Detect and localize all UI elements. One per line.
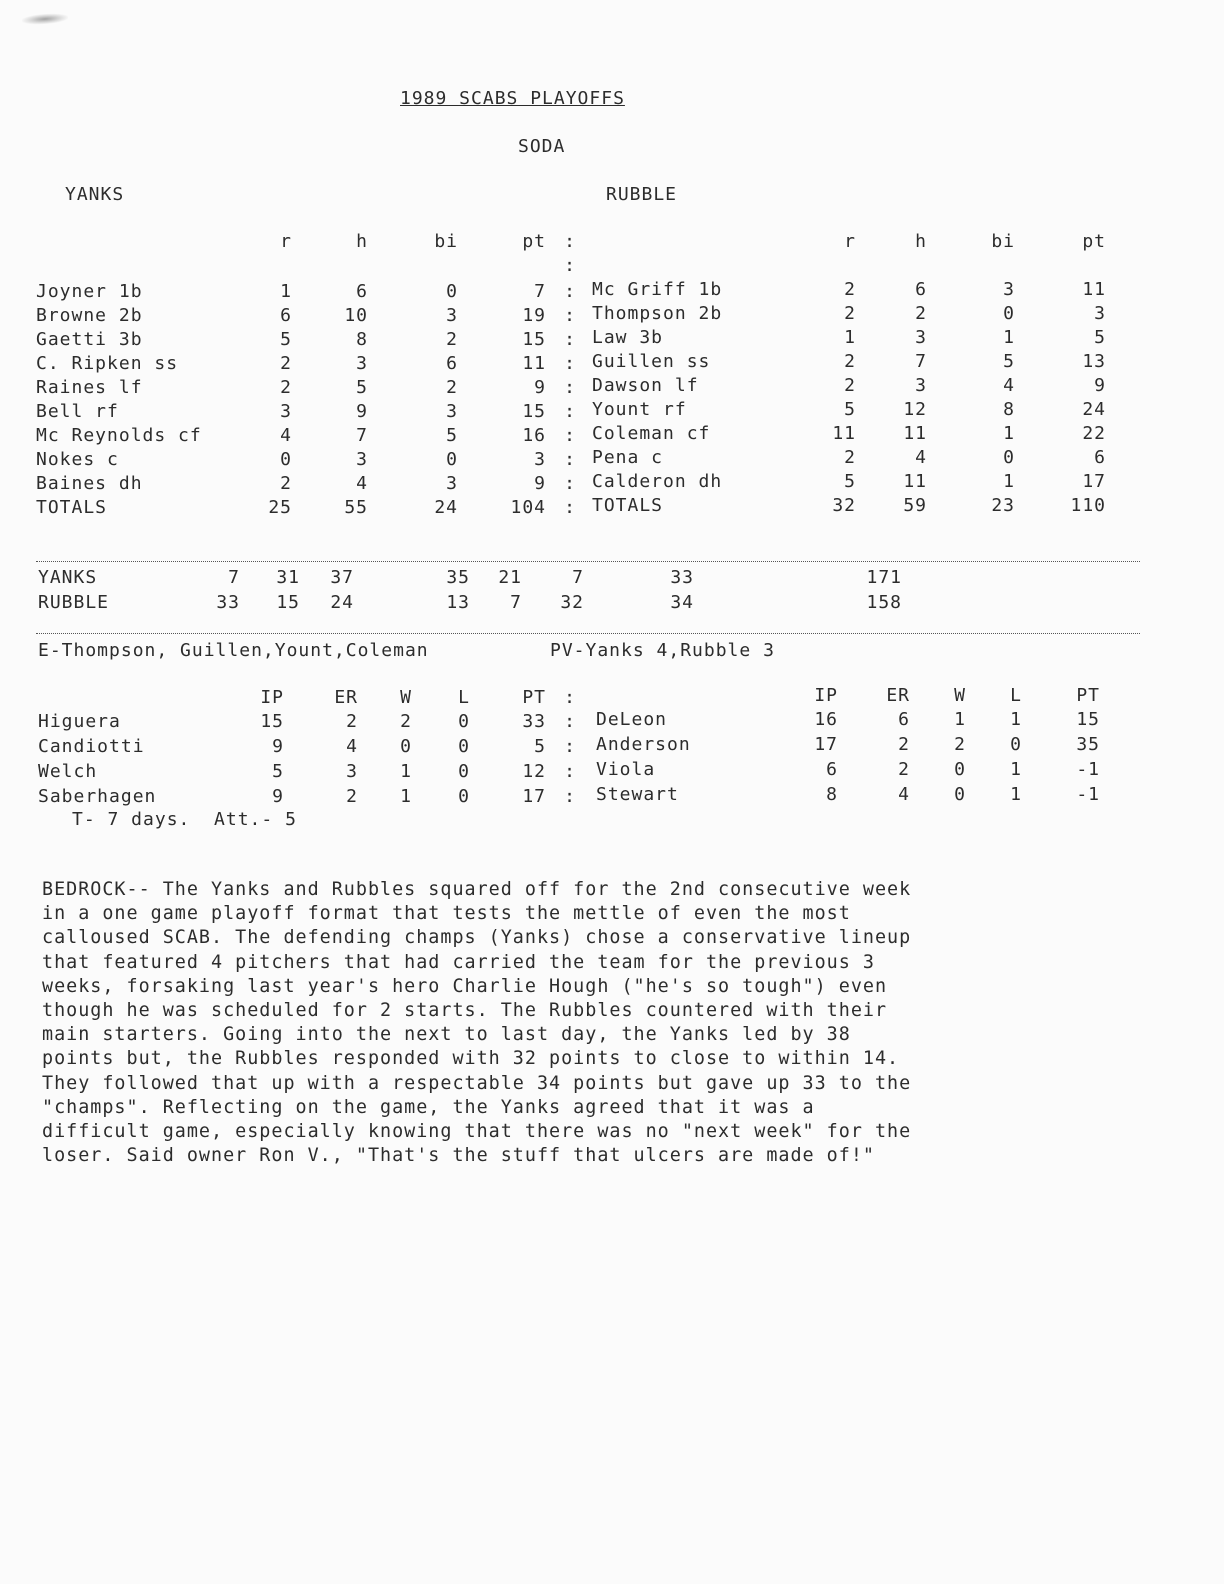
linescore-total: 158 — [866, 592, 902, 613]
batting-right-stat: 1 — [1003, 327, 1015, 348]
pitching-left-name: Welch — [38, 761, 98, 782]
batting-right-stat: 5 — [1094, 327, 1106, 348]
batting-left-stat: 4 — [356, 473, 368, 494]
batting-left-stat: 6 — [446, 353, 458, 374]
batting-right-stat: 110 — [1070, 495, 1106, 516]
linescore-team-name: YANKS — [38, 567, 98, 588]
batting-right-stat: 6 — [915, 279, 927, 300]
linescore-day-score: 7 — [510, 592, 522, 613]
batting-right-stat: 2 — [844, 351, 856, 372]
batting-right-stat: 23 — [991, 495, 1015, 516]
pitching-right-stat: 1 — [1010, 759, 1022, 780]
pitching-left-stat: 0 — [400, 736, 412, 757]
batting-left-stat: 0 — [446, 449, 458, 470]
batting-left-stat: 2 — [280, 473, 292, 494]
batting-left-stat: 2 — [280, 377, 292, 398]
batting-right-stat: 5 — [1003, 351, 1015, 372]
batting-left-stat: 5 — [356, 377, 368, 398]
batting-right-player-name: Calderon dh — [592, 471, 723, 492]
column-separator: : — [564, 736, 576, 757]
batting-right-stat: 3 — [915, 327, 927, 348]
pitching-right-stat: 6 — [826, 759, 838, 780]
batting-left-stat: 3 — [356, 353, 368, 374]
batting-right-stat: 2 — [915, 303, 927, 324]
pitching-left-stat: 4 — [346, 736, 358, 757]
column-separator: : — [564, 786, 576, 807]
batting-left-player-name: Gaetti 3b — [36, 329, 143, 350]
article-line: weeks, forsaking last year's hero Charlie Hough ("he's so tough") even — [42, 975, 888, 997]
batting-left-col-header: r — [280, 231, 292, 252]
pitching-left-stat: 5 — [534, 736, 546, 757]
batting-right-stat: 1 — [844, 327, 856, 348]
batting-left-stat: 2 — [280, 353, 292, 374]
batting-left-stat: 3 — [446, 305, 458, 326]
batting-right-stat: 1 — [1003, 423, 1015, 444]
pitching-right-col-header: IP — [814, 685, 838, 706]
batting-left-player-name: Baines dh — [36, 473, 143, 494]
batting-left-player-name: Nokes c — [36, 449, 119, 470]
team-left-heading: YANKS — [65, 184, 125, 205]
batting-right-stat: 11 — [903, 423, 927, 444]
column-separator: : — [564, 377, 576, 398]
batting-left-stat: 19 — [522, 305, 546, 326]
linescore-day-score: 13 — [446, 592, 470, 613]
linescore-total: 171 — [866, 567, 902, 588]
batting-right-stat: 22 — [1082, 423, 1106, 444]
linescore-day-score: 24 — [330, 592, 354, 613]
batting-left-stat: 2 — [446, 377, 458, 398]
column-separator: : — [564, 425, 576, 446]
pitching-left-stat: 9 — [272, 736, 284, 757]
batting-left-stat: 16 — [522, 425, 546, 446]
batting-left-stat: 11 — [522, 353, 546, 374]
pitching-left-name: Higuera — [38, 711, 121, 732]
linescore-day-score: 15 — [276, 592, 300, 613]
batting-right-stat: 0 — [1003, 303, 1015, 324]
batting-right-player-name: Pena c — [592, 447, 664, 468]
batting-left-stat: 3 — [356, 449, 368, 470]
pitching-right-stat: 17 — [814, 734, 838, 755]
column-separator: : — [564, 687, 576, 708]
batting-left-col-header: h — [356, 231, 368, 252]
column-separator: : — [564, 231, 576, 252]
batting-right-player-name: Mc Griff 1b — [592, 279, 723, 300]
pitching-right-stat: 2 — [954, 734, 966, 755]
column-separator: : — [564, 711, 576, 732]
batting-left-stat: 104 — [510, 497, 546, 518]
batting-right-player-name: Yount rf — [592, 399, 687, 420]
batting-right-stat: 2 — [844, 447, 856, 468]
batting-right-stat: 24 — [1082, 399, 1106, 420]
linescore-team-name: RUBBLE — [38, 592, 110, 613]
batting-left-player-name: Raines lf — [36, 377, 143, 398]
article-line: loser. Said owner Ron V., "That's the stuff that ulcers are made of!" — [42, 1145, 875, 1167]
column-separator: : — [564, 353, 576, 374]
linescore-day-score: 31 — [276, 567, 300, 588]
batting-left-player-name: TOTALS — [36, 497, 108, 518]
linescore-day-score: 7 — [228, 567, 240, 588]
batting-left-player-name: Joyner 1b — [36, 281, 143, 302]
article-line: "champs". Reflecting on the game, the Yanks agreed that it was a — [42, 1096, 815, 1118]
batting-right-stat: 5 — [844, 399, 856, 420]
pitching-right-stat: 4 — [898, 784, 910, 805]
game-footer: T- 7 days. Att.- 5 — [72, 809, 297, 830]
column-separator: : — [564, 255, 576, 276]
batting-right-player-name: TOTALS — [592, 495, 664, 516]
batting-left-stat: 3 — [446, 473, 458, 494]
batting-right-stat: 4 — [915, 447, 927, 468]
column-separator: : — [564, 497, 576, 518]
pitching-right-col-header: ER — [886, 685, 910, 706]
column-separator: : — [564, 401, 576, 422]
batting-right-stat: 8 — [1003, 399, 1015, 420]
linescore-day-score: 34 — [670, 592, 694, 613]
column-separator: : — [564, 449, 576, 470]
pitching-left-stat: 5 — [272, 761, 284, 782]
article-line: that featured 4 pitchers that had carried the team for the previous 3 — [42, 951, 875, 973]
batting-right-stat: 11 — [903, 471, 927, 492]
batting-right-stat: 11 — [1082, 279, 1106, 300]
pitching-right-col-header: W — [954, 685, 966, 706]
divider-top — [36, 561, 1140, 562]
column-separator: : — [564, 281, 576, 302]
batting-right-stat: 2 — [844, 279, 856, 300]
article-line: though he was scheduled for 2 starts. The Rubbles countered with their — [42, 1000, 888, 1022]
batting-right-stat: 17 — [1082, 471, 1106, 492]
pitching-right-stat: 1 — [1010, 784, 1022, 805]
batting-left-player-name: C. Ripken ss — [36, 353, 179, 374]
pitching-left-col-header: W — [400, 687, 412, 708]
batting-right-player-name: Guillen ss — [592, 351, 711, 372]
batting-left-stat: 8 — [356, 329, 368, 350]
batting-right-stat: 2 — [844, 375, 856, 396]
batting-right-player-name: Dawson lf — [592, 375, 699, 396]
batting-left-stat: 25 — [268, 497, 292, 518]
pitching-right-stat: 16 — [814, 709, 838, 730]
batting-right-stat: 3 — [1094, 303, 1106, 324]
batting-right-col-header: bi — [991, 231, 1015, 252]
batting-left-stat: 10 — [344, 305, 368, 326]
article-line: main starters. Going into the next to last day, the Yanks led by 38 — [42, 1024, 851, 1046]
errors-note: E-Thompson, Guillen,Yount,Coleman — [38, 640, 429, 661]
pitching-right-stat: 1 — [1010, 709, 1022, 730]
pitching-right-stat: 35 — [1076, 734, 1100, 755]
pitching-left-stat: 1 — [400, 761, 412, 782]
pitching-right-name: Anderson — [596, 734, 691, 755]
pitching-left-stat: 0 — [458, 786, 470, 807]
batting-left-stat: 7 — [356, 425, 368, 446]
pitching-right-stat: -1 — [1076, 759, 1100, 780]
pitching-right-stat: 1 — [954, 709, 966, 730]
pitching-right-stat: 0 — [1010, 734, 1022, 755]
pitching-left-stat: 1 — [400, 786, 412, 807]
pitching-left-stat: 3 — [346, 761, 358, 782]
batting-right-stat: 32 — [832, 495, 856, 516]
pitching-left-col-header: PT — [522, 687, 546, 708]
pitching-right-name: DeLeon — [596, 709, 668, 730]
article-line: in a one game playoff format that tests the mettle of even the most — [42, 903, 851, 925]
pitching-left-stat: 9 — [272, 786, 284, 807]
batting-left-stat: 3 — [280, 401, 292, 422]
linescore-day-score: 33 — [216, 592, 240, 613]
batting-left-stat: 3 — [534, 449, 546, 470]
pitching-right-stat: 15 — [1076, 709, 1100, 730]
batting-left-stat: 9 — [356, 401, 368, 422]
batting-left-stat: 1 — [280, 281, 292, 302]
pitching-left-col-header: L — [458, 687, 470, 708]
pitching-right-stat: 2 — [898, 759, 910, 780]
pitching-left-stat: 2 — [400, 711, 412, 732]
article-body — [42, 878, 1162, 1168]
batting-right-stat: 2 — [844, 303, 856, 324]
batting-left-stat: 24 — [434, 497, 458, 518]
pitching-right-stat: 0 — [954, 784, 966, 805]
pitching-left-stat: 0 — [458, 711, 470, 732]
article-line: calloused SCAB. The defending champs (Yanks) chose a conservative lineup — [42, 927, 912, 949]
batting-left-stat: 5 — [280, 329, 292, 350]
batting-right-col-header: pt — [1082, 231, 1106, 252]
batting-right-stat: 1 — [1003, 471, 1015, 492]
pitching-left-stat: 33 — [522, 711, 546, 732]
batting-left-col-header: pt — [522, 231, 546, 252]
batting-left-stat: 15 — [522, 401, 546, 422]
batting-right-stat: 5 — [844, 471, 856, 492]
batting-right-stat: 0 — [1003, 447, 1015, 468]
batting-right-stat: 13 — [1082, 351, 1106, 372]
batting-left-stat: 5 — [446, 425, 458, 446]
linescore-day-score: 21 — [498, 567, 522, 588]
pitching-right-stat: -1 — [1076, 784, 1100, 805]
batting-left-stat: 9 — [534, 377, 546, 398]
batting-right-stat: 6 — [1094, 447, 1106, 468]
pitching-left-col-header: IP — [260, 687, 284, 708]
article-line: BEDROCK-- The Yanks and Rubbles squared off for the 2nd consecutive week — [42, 879, 912, 900]
pitching-left-stat: 2 — [346, 711, 358, 732]
column-separator: : — [564, 305, 576, 326]
batting-right-player-name: Thompson 2b — [592, 303, 723, 324]
batting-left-stat: 2 — [446, 329, 458, 350]
batting-right-stat: 3 — [915, 375, 927, 396]
article-line: difficult game, especially knowing that there was no "next week" for the — [42, 1121, 912, 1143]
paper-smudge — [22, 12, 69, 25]
pitching-right-stat: 2 — [898, 734, 910, 755]
batting-right-col-header: h — [915, 231, 927, 252]
linescore-day-score: 35 — [446, 567, 470, 588]
batting-right-stat: 3 — [1003, 279, 1015, 300]
pitching-right-stat: 0 — [954, 759, 966, 780]
batting-left-stat: 7 — [534, 281, 546, 302]
pitching-right-stat: 8 — [826, 784, 838, 805]
team-right-heading: RUBBLE — [606, 184, 678, 205]
linescore-day-score: 33 — [670, 567, 694, 588]
page-title: 1989 SCABS PLAYOFFS — [400, 88, 625, 109]
batting-right-stat: 11 — [832, 423, 856, 444]
page-subtitle: SODA — [518, 136, 566, 157]
batting-left-stat: 55 — [344, 497, 368, 518]
batting-right-stat: 59 — [903, 495, 927, 516]
divider-bottom — [36, 633, 1140, 634]
batting-right-stat: 7 — [915, 351, 927, 372]
column-separator: : — [564, 473, 576, 494]
batting-right-stat: 4 — [1003, 375, 1015, 396]
pitching-right-name: Viola — [596, 759, 656, 780]
batting-left-player-name: Browne 2b — [36, 305, 143, 326]
pitching-left-stat: 2 — [346, 786, 358, 807]
pitching-left-stat: 0 — [458, 736, 470, 757]
batting-left-stat: 0 — [280, 449, 292, 470]
linescore-day-score: 32 — [560, 592, 584, 613]
column-separator: : — [564, 761, 576, 782]
batting-right-col-header: r — [844, 231, 856, 252]
pitching-right-col-header: L — [1010, 685, 1022, 706]
batting-left-col-header: bi — [434, 231, 458, 252]
pitching-left-name: Saberhagen — [38, 786, 157, 807]
article-line: points but, the Rubbles responded with 32 points to close to within 14. — [42, 1048, 900, 1070]
batting-left-stat: 6 — [280, 305, 292, 326]
linescore-day-score: 7 — [572, 567, 584, 588]
batting-left-stat: 6 — [356, 281, 368, 302]
pitching-right-col-header: PT — [1076, 685, 1100, 706]
pitching-left-stat: 0 — [458, 761, 470, 782]
batting-left-stat: 15 — [522, 329, 546, 350]
batting-right-stat: 12 — [903, 399, 927, 420]
linescore-day-score: 37 — [330, 567, 354, 588]
column-separator: : — [564, 329, 576, 350]
pitching-right-stat: 6 — [898, 709, 910, 730]
batting-left-stat: 0 — [446, 281, 458, 302]
batting-right-stat: 9 — [1094, 375, 1106, 396]
pitching-left-stat: 17 — [522, 786, 546, 807]
batting-left-stat: 4 — [280, 425, 292, 446]
batting-left-player-name: Mc Reynolds cf — [36, 425, 202, 446]
pitching-left-col-header: ER — [334, 687, 358, 708]
pitching-right-name: Stewart — [596, 784, 679, 805]
article-line: They followed that up with a respectable 34 points but gave up 33 to the — [42, 1072, 912, 1094]
pitching-left-stat: 15 — [260, 711, 284, 732]
batting-left-stat: 3 — [446, 401, 458, 422]
pv-note: PV-Yanks 4,Rubble 3 — [550, 640, 775, 661]
batting-left-stat: 9 — [534, 473, 546, 494]
batting-left-player-name: Bell rf — [36, 401, 119, 422]
pitching-left-stat: 12 — [522, 761, 546, 782]
pitching-left-name: Candiotti — [38, 736, 145, 757]
batting-right-player-name: Coleman cf — [592, 423, 711, 444]
batting-right-player-name: Law 3b — [592, 327, 664, 348]
